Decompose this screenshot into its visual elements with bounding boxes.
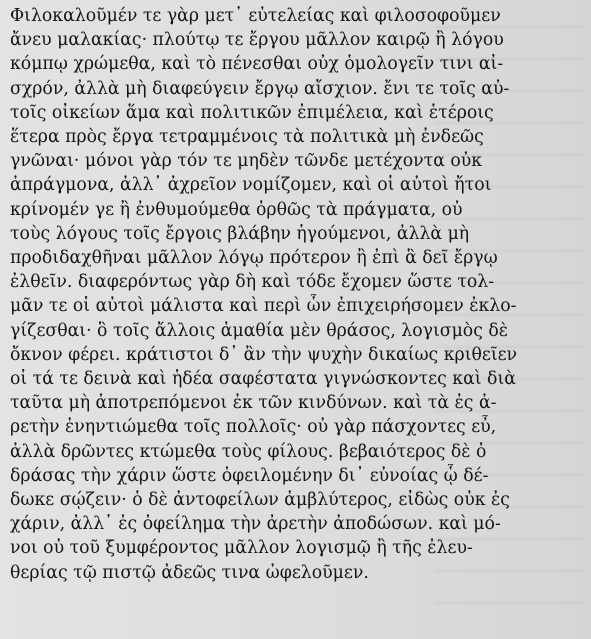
- text-line: Φιλοκαλοῦμέν τε γὰρ μετ᾽ εὐτελείας καὶ φιλοσοφοῦμεν: [10, 6, 501, 26]
- text-line: κρίνομέν γε ἢ ἐνθυμούμεθα ὀρθῶς τὰ πράγματα, οὐ: [10, 199, 463, 220]
- greek-text-block: [10, 4, 582, 585]
- text-line: γνῶναι· μόνοι γὰρ τόν τε μηδὲν τῶνδε μετέχοντα οὐκ: [10, 151, 483, 172]
- text-line: τοῖς οἰκείων ἅμα καὶ πολιτικῶν ἐπιμέλεια, καὶ ἑτέροις: [10, 102, 494, 123]
- text-line: ἀλλὰ δρῶντες κτώμεθα τοὺς φίλους. βεβαιότερος δὲ ὁ: [10, 441, 487, 462]
- text-line: ταῦτα μὴ ἀποτρεπόμενοι ἐκ τῶν κινδύνων. καὶ τὰ ἐς ἀ-: [10, 393, 497, 414]
- text-line: ἀπράγμονα, ἀλλ᾽ ἀχρεῖον νομίζομεν, καὶ οἱ αὐτοὶ ἤτοι: [10, 175, 492, 196]
- text-line: ρετὴν ἐνηντιώμεθα τοῖς πολλοῖς· οὐ γὰρ πάσχοντες εὖ,: [10, 417, 497, 438]
- text-line: δράσας τὴν χάριν ὥστε ὀφειλομένην δι᾽ εὐνοίας ᾧ δέ-: [10, 465, 489, 486]
- text-line: χάριν, ἀλλ᾽ ἐς ὀφείλημα τὴν ἀρετὴν ἀποδώσων. καὶ μό-: [10, 514, 501, 535]
- text-line: οἱ τά τε δεινὰ καὶ ἡδέα σαφέστατα γιγνώσκοντες καὶ διὰ: [10, 369, 516, 390]
- text-line: μᾶν τε οἱ αὐτοὶ μάλιστα καὶ περὶ ὧν ἐπιχειρήσομεν ἐκλο-: [10, 296, 517, 317]
- text-line: σχρόν, ἀλλὰ μὴ διαφεύγειν ἔργῳ αἴσχιον. ἔνι τε τοῖς αὐ-: [10, 78, 510, 99]
- text-line: γίζεσθαι· ὃ τοῖς ἄλλοις ἀμαθία μὲν θράσος, λογισμὸς δὲ: [10, 320, 509, 341]
- text-line: ὄκνον φέρει. κράτιστοι δ᾽ ἂν τὴν ψυχὴν δικαίως κριθεῖεν: [10, 344, 518, 365]
- text-line: νοι οὐ τοῦ ξυμφέροντος μᾶλλον λογισμῷ ἢ τῆς ἐλευ-: [10, 538, 473, 559]
- text-line: κόμπῳ χρώμεθα, καὶ τὸ πένεσθαι οὐχ ὁμολογεῖν τινι αἰ-: [10, 54, 504, 75]
- text-line: δωκε σῴζειν· ὁ δὲ ἀντοφείλων ἀμβλύτερος, εἰδὼς οὐκ ἐς: [10, 490, 510, 511]
- text-line: θερίας τῷ πιστῷ ἀδεῶς τινα ὠφελοῦμεν.: [10, 562, 369, 583]
- text-line: ἐλθεῖν. διαφερόντως γὰρ δὴ καὶ τόδε ἔχομεν ὥστε τολ-: [10, 272, 495, 293]
- text-line: ἄνευ μαλακίας· πλούτῳ τε ἔργου μᾶλλον καιρῷ ἢ λόγου: [10, 30, 504, 51]
- text-line: προδιδαχθῆναι μᾶλλον λόγῳ πρότερον ἢ ἐπὶ ἃ δεῖ ἔργῳ: [10, 248, 498, 269]
- text-line: τοὺς λόγους τοῖς ἔργοις βλάβην ἡγούμενοι, ἀλλὰ μὴ: [10, 223, 470, 244]
- text-line: ἕτερα πρὸς ἔργα τετραμμένοις τὰ πολιτικὰ μὴ ἐνδεῶς: [10, 127, 484, 148]
